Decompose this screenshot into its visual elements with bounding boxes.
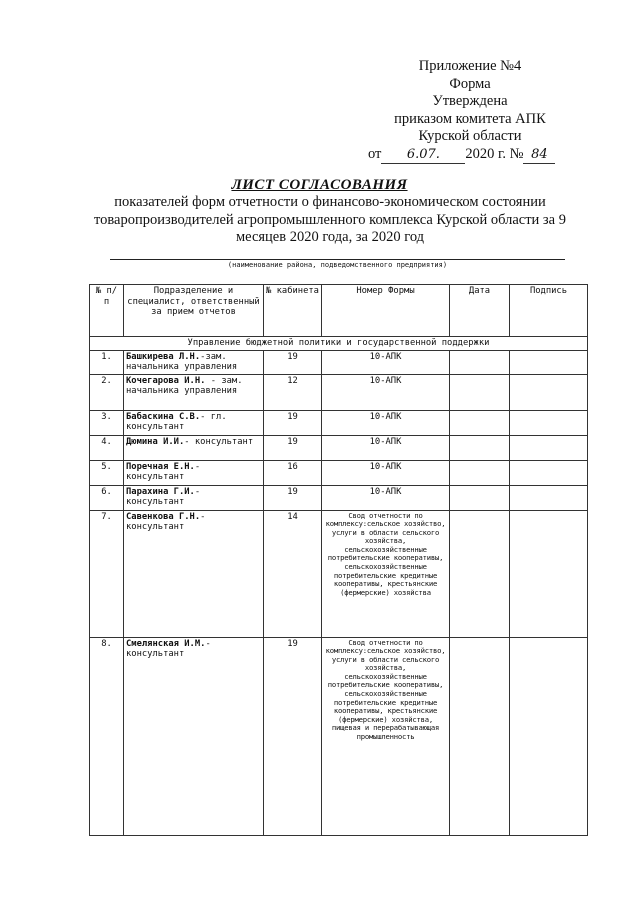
row-date [450, 637, 510, 835]
row-person [124, 460, 264, 485]
col-header-form: Номер Формы [322, 285, 450, 337]
person-name: Дюмина И.И. [126, 436, 185, 447]
row-person [124, 374, 264, 410]
row-num: 5. [90, 460, 124, 485]
person-role: - консультант [184, 436, 254, 447]
row-signature [510, 350, 588, 374]
table-row [90, 460, 588, 485]
appendix-line: Форма [449, 75, 491, 92]
col-header-date: Дата [450, 285, 510, 337]
row-signature [510, 510, 588, 637]
row-cabinet: 14 [264, 510, 322, 637]
person-role: - гл. консультант [126, 411, 227, 432]
table-row [90, 410, 588, 435]
row-cabinet: 19 [264, 485, 322, 510]
row-cabinet: 16 [264, 460, 322, 485]
approval-table [89, 284, 588, 836]
row-date [450, 510, 510, 637]
row-person [124, 485, 264, 510]
row-person [124, 410, 264, 435]
person-role: - консультант [126, 486, 201, 507]
table-row [90, 374, 588, 410]
row-person [124, 510, 264, 637]
row-form: 10-АПК [322, 374, 450, 410]
handwritten-date: 6.07. [381, 146, 465, 165]
row-cabinet: 19 [264, 637, 322, 835]
person-role: - консультант [126, 638, 211, 659]
row-num: 8. [90, 637, 124, 835]
row-date [450, 350, 510, 374]
person-name: Парахина Г.И. [126, 486, 195, 497]
table-row [90, 485, 588, 510]
person-name: Савенкова Г.Н. [126, 511, 201, 522]
table-row [90, 435, 588, 460]
appendix-header [360, 58, 580, 164]
row-date [450, 374, 510, 410]
row-cabinet: 19 [264, 410, 322, 435]
row-form: 10-АПК [322, 485, 450, 510]
table-header-row [90, 285, 588, 337]
col-header-num: № п/ п [90, 285, 124, 337]
name-caption: (наименование района, подведомственного предприятия) [227, 261, 448, 269]
person-name: Смелянская И.М. [126, 638, 206, 649]
row-signature [510, 460, 588, 485]
person-name: Башкирева Л.Н. [126, 351, 201, 362]
row-num: 3. [90, 410, 124, 435]
person-role: - консультант [126, 461, 201, 482]
row-form: Свод отчетности по комплексу:сельское хозяйство, услуги в области сельского хозяйства, сельскохозяйственные потребительские кооперативы, сельскохозяйственные потребительские кредитные кооперативы, крестьянские (фермерские) хозяйства [322, 510, 450, 637]
table-row [90, 510, 588, 637]
table-row [90, 637, 588, 835]
table-row [90, 350, 588, 374]
row-date [450, 410, 510, 435]
row-num: 7. [90, 510, 124, 637]
date-middle: 2020 г. № [465, 145, 524, 162]
name-blank-line [110, 259, 565, 260]
row-cabinet: 19 [264, 435, 322, 460]
row-signature [510, 410, 588, 435]
row-num: 2. [90, 374, 124, 410]
row-form: 10-АПК [322, 350, 450, 374]
col-header-signature: Подпись [510, 285, 588, 337]
document-subtitle: показателей форм отчетности о финансово-экономическом состоянии товаропроизводителей агропромышленного комплекса Курской области за 9 месяцев 2020 года, за 2020 год [94, 194, 566, 245]
row-person [124, 435, 264, 460]
person-role: -зам. начальника управления [126, 351, 238, 372]
section-title: Управление бюджетной политики и государственной поддержки [90, 337, 588, 351]
row-form: 10-АПК [322, 410, 450, 435]
row-num: 4. [90, 435, 124, 460]
row-signature [510, 485, 588, 510]
order-date-line [360, 146, 580, 165]
col-header-department: Подразделение и специалист, ответственный за прием отчетов [124, 285, 264, 337]
col-header-cabinet: № кабинета [264, 285, 322, 337]
row-form: Свод отчетности по комплексу:сельское хозяйство, услуги в области сельского хозяйства, сельскохозяйственные потребительские кооперативы, сельскохозяйственные потребительские кредитные кооперативы, крестьянские (фермерские) хозяйства, пищевая и перерабатывающая промышленность [322, 637, 450, 835]
row-cabinet: 19 [264, 350, 322, 374]
row-cabinet: 12 [264, 374, 322, 410]
row-num: 6. [90, 485, 124, 510]
appendix-line: Курской области [418, 128, 522, 144]
section-row [90, 337, 588, 351]
person-role: - консультант [126, 511, 206, 532]
person-name: Кочегарова И.Н. [126, 375, 206, 386]
row-date [450, 485, 510, 510]
row-form: 10-АПК [322, 460, 450, 485]
row-person [124, 637, 264, 835]
row-form: 10-АПК [322, 435, 450, 460]
appendix-line: Утверждена [432, 93, 508, 109]
document-title: ЛИСТ СОГЛАСОВАНИЯ [231, 177, 408, 193]
person-role: - зам. начальника управления [126, 375, 243, 396]
appendix-line: Приложение №4 [418, 58, 522, 74]
row-date [450, 435, 510, 460]
handwritten-number: 84 [523, 146, 555, 165]
row-num: 1. [90, 350, 124, 374]
person-name: Бабаскина С.В. [126, 411, 201, 422]
row-signature [510, 435, 588, 460]
row-signature [510, 637, 588, 835]
person-name: Поречная Е.Н. [126, 461, 195, 472]
row-person [124, 350, 264, 374]
row-signature [510, 374, 588, 410]
date-prefix: от [368, 145, 382, 162]
row-date [450, 460, 510, 485]
appendix-line: приказом комитета АПК [394, 110, 546, 127]
